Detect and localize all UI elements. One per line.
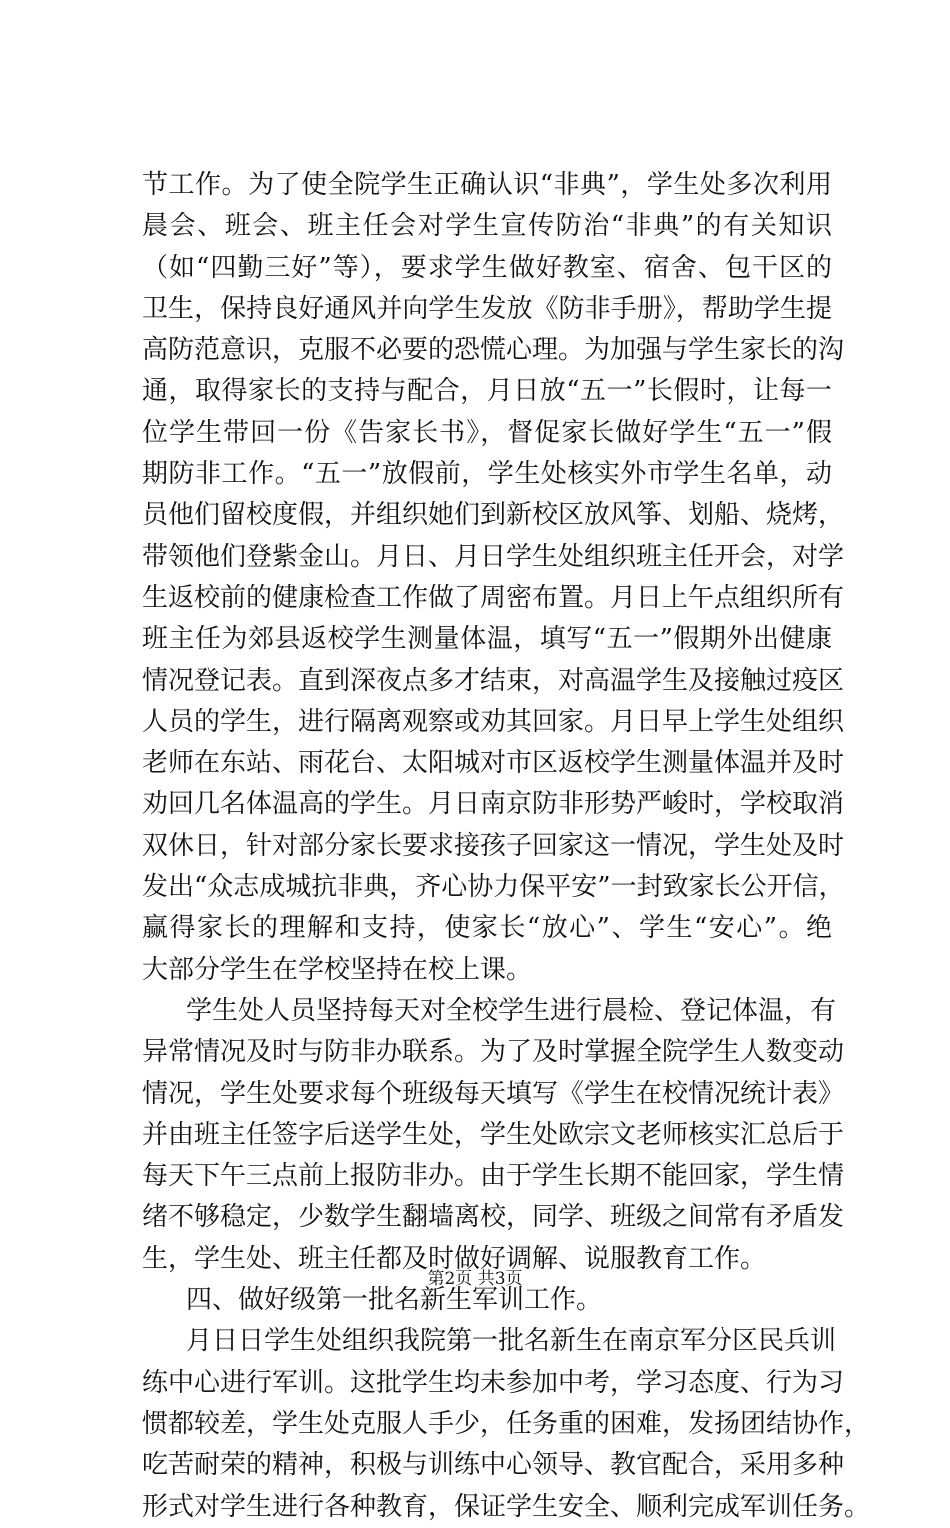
text-line: 生返校前的健康检查工作做了周密布置。月日上午点组织所有 — [142, 582, 845, 613]
text-line: 练中心进行军训。这批学生均未参加中考，学习态度、行为习 — [142, 1367, 845, 1398]
text-line: 班主任为郊县返校学生测量体温，填写“五一”假期外出健康 — [142, 624, 832, 655]
text-line: 生，学生处、班主任都及时做好调解、说服教育工作。 — [142, 1243, 767, 1274]
text-line: 情况，学生处要求每个班级每天填写《学生在校情况统计表》 — [142, 1078, 845, 1109]
text-line: 情况登记表。直到深夜点多才结束，对高温学生及接触过疫区 — [142, 665, 845, 696]
text-line: 员他们留校度假，并组织她们到新校区放风筝、划船、烧烤， — [142, 500, 845, 531]
text-line: （如“四勤三好”等），要求学生做好教室、宿舍、包干区的 — [142, 252, 832, 283]
paragraph-4 — [142, 1321, 871, 1527]
text-line: 并由班主任签字后送学生处，学生处欧宗文老师核实汇总后于 — [142, 1119, 845, 1150]
text-line: 吃苦耐荣的精神，积极与训练中心领导、教官配合，采用多种 — [142, 1450, 845, 1481]
text-line: 赢得家长的理解和支持，使家长“放心”、学生“安心”。绝 — [142, 913, 832, 944]
text-line: 期防非工作。“五一”放假前，学生处核实外市学生名单，动 — [142, 459, 832, 490]
text-line: 卫生，保持良好通风并向学生发放《防非手册》，帮助学生提 — [142, 293, 832, 324]
text-line: 每天下午三点前上报防非办。由于学生长期不能回家，学生情 — [142, 1161, 845, 1192]
text-line: 通，取得家长的支持与配合，月日放“五一”长假时，让每一 — [142, 376, 832, 407]
text-line: 惯都较差，学生处克服人手少，任务重的困难，发扬团结协作， — [142, 1408, 871, 1439]
text-line: 晨会、班会、班主任会对学生宣传防治“非典”的有关知识 — [142, 211, 832, 242]
text-line: 人员的学生，进行隔离观察或劝其回家。月日早上学生处组织 — [142, 706, 845, 737]
text-line: 月日日学生处组织我院第一批名新生在南京军分区民兵训 — [186, 1326, 837, 1357]
document-body — [142, 165, 871, 1528]
page-number-footer: 第2页 共3页 — [427, 1269, 523, 1289]
text-line: 发出“众志成城抗非典，齐心协力保平安”一封致家长公开信， — [142, 872, 845, 903]
text-line: 绪不够稳定，少数学生翻墙离校，同学、班级之间常有矛盾发 — [142, 1202, 845, 1233]
paragraph-1 — [142, 165, 845, 991]
text-line: 高防范意识，克服不必要的恐慌心理。为加强与学生家长的沟 — [142, 335, 845, 366]
text-line: 大部分学生在学校坚持在校上课。 — [142, 954, 533, 985]
text-line: 老师在东站、雨花台、太阳城对市区返校学生测量体温并及时 — [142, 748, 845, 779]
text-line: 位学生带回一份《告家长书》，督促家长做好学生“五一”假 — [142, 417, 832, 448]
text-line: 四、做好级第一批名新生军训工作。 — [186, 1285, 603, 1316]
paragraph-2 — [142, 991, 845, 1280]
text-line: 异常情况及时与防非办联系。为了及时掌握全院学生人数变动 — [142, 1037, 845, 1068]
text-line: 学生处人员坚持每天对全校学生进行晨检、登记体温，有 — [186, 995, 837, 1026]
text-line: 形式对学生进行各种教育，保证学生安全、顺利完成军训任务。 — [142, 1491, 871, 1522]
text-line: 节工作。为了使全院学生正确认识“非典”，学生处多次利用 — [142, 170, 832, 200]
text-line: 双休日，针对部分家长要求接孩子回家这一情况，学生处及时 — [142, 830, 845, 861]
text-line: 劝回几名体温高的学生。月日南京防非形势严峻时，学校取消 — [142, 789, 845, 820]
text-line: 带领他们登紫金山。月日、月日学生处组织班主任开会，对学 — [142, 541, 845, 572]
